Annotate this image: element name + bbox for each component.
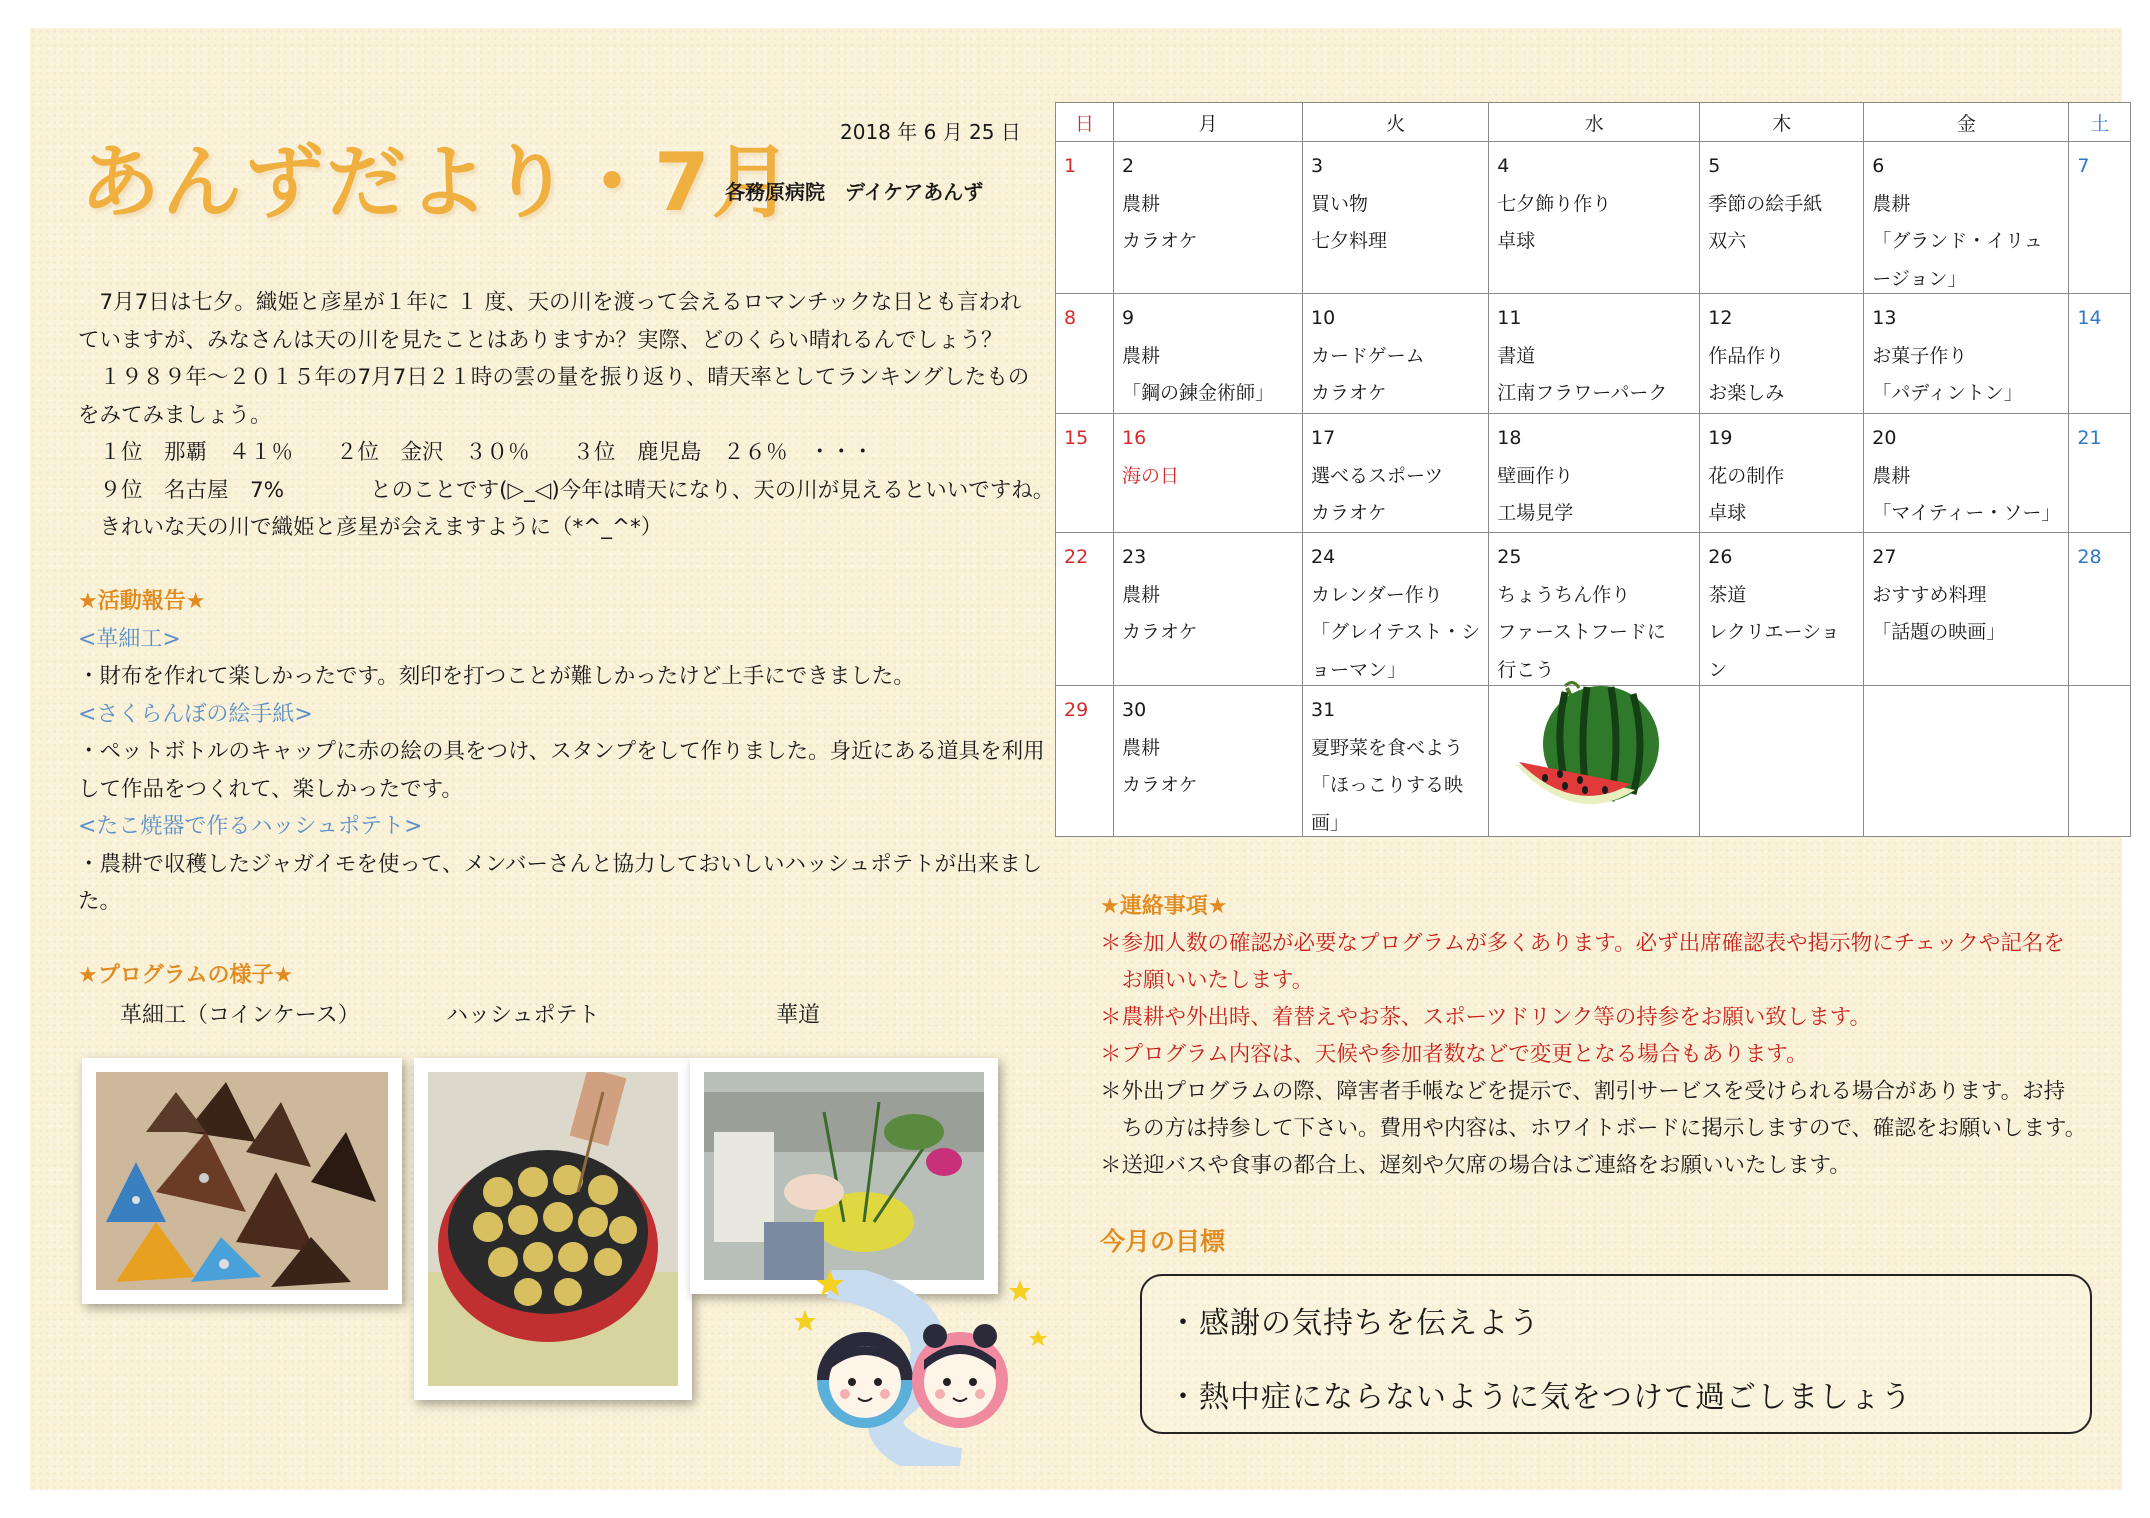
day-number: 2 bbox=[1122, 155, 1135, 177]
day-number: 31 bbox=[1311, 699, 1336, 721]
day-activity: 「ほっこりする映 bbox=[1311, 774, 1464, 796]
day-activity: 茶道 bbox=[1708, 583, 1747, 606]
weekday-wednesday: 水 bbox=[1489, 103, 1700, 142]
weekday-thursday: 木 bbox=[1700, 103, 1864, 142]
notice-lines bbox=[1100, 925, 2110, 1184]
calendar-day-cell bbox=[1700, 414, 1864, 533]
day-activity: 海の日 bbox=[1122, 464, 1180, 487]
day-activity: 壁画作り bbox=[1497, 464, 1574, 487]
calendar-day-cell bbox=[1056, 294, 1114, 414]
issue-date: 2018 年 6 月 25 日 bbox=[840, 120, 1021, 144]
day-activity: ファーストフードに bbox=[1497, 621, 1666, 643]
calendar-day-cell bbox=[1864, 294, 2069, 414]
weekday-saturday: 土 bbox=[2069, 103, 2131, 142]
day-number: 29 bbox=[1064, 699, 1089, 721]
notice-line: ＊送迎バスや食事の都合上、遅刻や欠席の場合はご連絡をお願いいたします。 bbox=[1100, 1153, 1851, 1178]
day-activity: 農耕 bbox=[1872, 192, 1911, 215]
day-activity: 七夕料理 bbox=[1311, 230, 1388, 252]
photo-hashbrown-takoyaki bbox=[414, 1058, 692, 1400]
calendar-day-cell bbox=[1700, 686, 1864, 837]
calendar-day-cell bbox=[1864, 686, 2069, 837]
day-activity: 工場見学 bbox=[1497, 502, 1574, 524]
day-activity: 農耕 bbox=[1122, 344, 1161, 367]
day-number: 8 bbox=[1064, 307, 1077, 329]
day-number: 20 bbox=[1872, 427, 1897, 449]
weekday-tuesday: 火 bbox=[1303, 103, 1489, 142]
calendar-day-cell bbox=[1489, 142, 1700, 294]
calendar-day-cell bbox=[1114, 294, 1303, 414]
day-activity: 「マイティー・ソー」 bbox=[1872, 502, 2061, 524]
report-line: ・農耕で収穫したジャガイモを使って、メンバーさんと協力しておいしいハッシュポテトが出来まし bbox=[78, 851, 1043, 877]
day-activity: カラオケ bbox=[1122, 230, 1198, 252]
program-heading: ★プログラムの様子★ bbox=[78, 963, 294, 988]
calendar-week-row bbox=[1056, 533, 2131, 686]
day-activity: 画」 bbox=[1311, 811, 1350, 834]
photo-caption-ikebana: 華道 bbox=[776, 1003, 821, 1028]
day-number: 4 bbox=[1497, 155, 1510, 177]
day-number: 28 bbox=[2077, 546, 2102, 568]
day-activity: ちょうちん作り bbox=[1497, 583, 1631, 606]
goal-item: ・熱中症にならないように気をつけて過ごしましょう bbox=[1168, 1380, 1912, 1415]
day-activity: 農耕 bbox=[1122, 736, 1161, 759]
intro-line: １位 那覇 ４１％ ２位 金沢 ３０％ ３位 鹿児島 ２６％ ・・・ bbox=[78, 440, 874, 465]
takoyaki-illustration bbox=[428, 1072, 678, 1386]
calendar-day-cell bbox=[1700, 533, 1864, 686]
day-activity: 選べるスポーツ bbox=[1311, 464, 1444, 487]
notice-line: ＊外出プログラムの際、障害者手帳などを提示で、割引サービスを受けられる場合があります。お持 bbox=[1100, 1079, 2066, 1104]
day-activity: 農耕 bbox=[1122, 192, 1161, 215]
notice-line: ちの方は持参して下さい。費用や内容は、ホワイトボードに掲示しますので、確認をお願いします。 bbox=[1100, 1116, 2087, 1141]
calendar-day-cell bbox=[1303, 686, 1489, 837]
intro-line: １９８９年～２０１５年の7月7日２１時の雲の量を振り返り、晴天率としてランキングしたもの bbox=[78, 365, 1030, 390]
day-activity: お菓子作り bbox=[1872, 344, 1968, 367]
day-number: 12 bbox=[1708, 307, 1733, 329]
day-activity: 「グランド・イリュ bbox=[1872, 230, 2043, 252]
calendar-day-cell bbox=[2069, 533, 2131, 686]
day-number: 30 bbox=[1122, 699, 1147, 721]
day-activity: 夏野菜を食べよう bbox=[1311, 736, 1464, 759]
day-number: 9 bbox=[1122, 307, 1135, 329]
day-activity: おすすめ料理 bbox=[1872, 583, 1987, 606]
day-activity: ン bbox=[1708, 658, 1728, 681]
day-activity: 季節の絵手紙 bbox=[1708, 192, 1823, 215]
goals-heading: 今月の目標 bbox=[1100, 1227, 1226, 1256]
day-activity: 書道 bbox=[1497, 344, 1536, 367]
day-activity: カラオケ bbox=[1311, 382, 1387, 404]
calendar-week-row bbox=[1056, 414, 2131, 533]
day-number: 23 bbox=[1122, 546, 1147, 568]
calendar-day-cell bbox=[1056, 533, 1114, 686]
day-number: 3 bbox=[1311, 155, 1324, 177]
calendar-day-cell bbox=[1056, 142, 1114, 294]
day-number: 15 bbox=[1064, 427, 1089, 449]
day-number: 6 bbox=[1872, 155, 1885, 177]
calendar-day-cell bbox=[2069, 686, 2131, 837]
tanabata-couple-illustration bbox=[790, 1270, 1050, 1466]
report-subheading: <革細工> bbox=[78, 626, 181, 652]
report-line: た。 bbox=[78, 889, 122, 914]
day-activity: お楽しみ bbox=[1708, 382, 1785, 404]
day-activity: 農耕 bbox=[1122, 583, 1161, 606]
photo-leather-coin-cases bbox=[82, 1058, 402, 1304]
report-subheading: <さくらんぼの絵手紙> bbox=[78, 701, 313, 727]
calendar-week-row bbox=[1056, 142, 2131, 294]
day-number: 10 bbox=[1311, 307, 1336, 329]
weekday-monday: 月 bbox=[1114, 103, 1303, 142]
calendar-day-cell bbox=[1056, 414, 1114, 533]
notices-heading: ★連絡事項★ bbox=[1100, 894, 1228, 919]
day-number: 25 bbox=[1497, 546, 1522, 568]
calendar-day-cell bbox=[1303, 414, 1489, 533]
calendar-day-cell bbox=[1489, 533, 1700, 686]
calendar-day-cell bbox=[1303, 142, 1489, 294]
calendar-day-cell bbox=[1114, 533, 1303, 686]
report-line: ・ペットボトルのキャップに赤の絵の具をつけ、スタンプをして作りました。身近にある道具を利用 bbox=[78, 739, 1045, 764]
weekday-friday: 金 bbox=[1864, 103, 2069, 142]
day-number: 5 bbox=[1708, 155, 1721, 177]
intro-line: 7月7日は七夕。織姫と彦星が１年に １ 度、天の川を渡って会えるロマンチックな日とも言われ bbox=[78, 290, 1022, 315]
day-number: 24 bbox=[1311, 546, 1336, 568]
notice-line: ＊農耕や外出時、着替えやお茶、スポーツドリンク等の持参をお願い致します。 bbox=[1100, 1005, 1871, 1030]
notice-line: ＊参加人数の確認が必要なプログラムが多くあります。必ず出席確認表や掲示物にチェックや記名を bbox=[1100, 931, 2065, 956]
calendar-day-cell bbox=[1056, 686, 1114, 837]
day-activity: カラオケ bbox=[1311, 502, 1387, 524]
day-activity: カレンダー作り bbox=[1311, 583, 1443, 606]
day-activity: 行こう bbox=[1497, 658, 1555, 681]
ikebana-illustration bbox=[704, 1072, 984, 1280]
newsletter-title: あんずだより・7月 bbox=[80, 136, 794, 229]
intro-line: きれいな天の川で織姫と彦星が会えますように（*^_^*） bbox=[78, 515, 663, 540]
day-activity: ージョン」 bbox=[1872, 267, 1967, 290]
goals-box bbox=[1140, 1274, 2092, 1434]
notices-section bbox=[1100, 888, 2110, 1184]
weekday-sunday: 日 bbox=[1056, 103, 1114, 142]
calendar-week-row bbox=[1056, 294, 2131, 414]
calendar-day-cell bbox=[1114, 686, 1303, 837]
photo-ikebana bbox=[690, 1058, 998, 1294]
calendar-day-cell bbox=[1114, 142, 1303, 294]
notice-line: ＊プログラム内容は、天候や参加者数などで変更となる場合もあります。 bbox=[1100, 1042, 1808, 1067]
goal-item: ・感謝の気持ちを伝えよう bbox=[1168, 1306, 1540, 1341]
intro-text bbox=[78, 284, 1058, 547]
intro-line: をみてみましょう。 bbox=[78, 402, 272, 428]
day-number: 1 bbox=[1064, 155, 1077, 177]
watermelon-illustration bbox=[1515, 678, 1675, 822]
intro-line: ９位 名古屋 7% とのことです(▷_◁)今年は晴天になり、天の川が見えるといいですね。 bbox=[78, 477, 1055, 503]
activity-report-heading: ★活動報告★ bbox=[78, 589, 206, 614]
day-activity: 「鋼の錬金術師」 bbox=[1122, 382, 1275, 404]
day-activity: カードゲーム bbox=[1311, 344, 1425, 367]
day-activity: 「パディントン」 bbox=[1872, 382, 2023, 404]
day-activity: 卓球 bbox=[1708, 502, 1747, 524]
report-line: ・財布を作れて楽しかったです。刻印を打つことが難しかったけど上手にできました。 bbox=[78, 664, 915, 689]
day-number: 13 bbox=[1872, 307, 1897, 329]
calendar-day-cell bbox=[1489, 414, 1700, 533]
coin-case-illustration bbox=[96, 1072, 388, 1290]
notice-line: お願いいたします。 bbox=[1100, 968, 1314, 993]
day-activity: 花の制作 bbox=[1708, 464, 1785, 487]
photo-caption-hashbrown: ハッシュポテト bbox=[446, 1003, 600, 1028]
day-number: 14 bbox=[2077, 307, 2102, 329]
day-activity: 買い物 bbox=[1311, 192, 1369, 215]
calendar-day-cell bbox=[1303, 533, 1489, 686]
day-activity: レクリエーショ bbox=[1708, 621, 1840, 643]
calendar-day-cell bbox=[1700, 294, 1864, 414]
day-number: 26 bbox=[1708, 546, 1733, 568]
day-number: 17 bbox=[1311, 427, 1336, 449]
activity-report bbox=[78, 583, 1068, 921]
day-number: 22 bbox=[1064, 546, 1089, 568]
calendar-day-cell bbox=[2069, 142, 2131, 294]
day-number: 18 bbox=[1497, 427, 1522, 449]
day-activity: 「グレイテスト・シ bbox=[1311, 621, 1481, 643]
day-activity: 江南フラワーパーク bbox=[1497, 382, 1668, 404]
calendar-weekday-row bbox=[1056, 103, 2131, 142]
day-activity: 七夕飾り作り bbox=[1497, 192, 1612, 215]
day-activity: カラオケ bbox=[1122, 774, 1198, 796]
report-subheading: <たこ焼器で作るハッシュポテト> bbox=[78, 814, 423, 839]
calendar-day-cell bbox=[2069, 294, 2131, 414]
day-activity: 農耕 bbox=[1872, 464, 1911, 487]
day-number: 19 bbox=[1708, 427, 1733, 449]
report-line: して作品をつくれて、楽しかったです。 bbox=[78, 776, 463, 802]
day-number: 16 bbox=[1122, 427, 1147, 449]
day-activity: カラオケ bbox=[1122, 621, 1198, 643]
calendar-day-cell bbox=[1114, 414, 1303, 533]
calendar-day-cell bbox=[1700, 142, 1864, 294]
calendar-day-cell bbox=[1864, 533, 2069, 686]
day-number: 21 bbox=[2077, 427, 2102, 449]
day-activity: 作品作り bbox=[1708, 344, 1785, 367]
day-activity: 双六 bbox=[1708, 230, 1747, 252]
photo-caption-leather: 革細工（コインケース） bbox=[120, 1003, 360, 1028]
calendar-day-cell bbox=[1864, 414, 2069, 533]
organization-name: 各務原病院 デイケアあんず bbox=[725, 180, 984, 204]
day-activity: ョーマン」 bbox=[1311, 658, 1407, 681]
day-number: 27 bbox=[1872, 546, 1897, 568]
day-activity: 「話題の映画」 bbox=[1872, 621, 2006, 643]
calendar-day-cell bbox=[1864, 142, 2069, 294]
day-activity: 卓球 bbox=[1497, 230, 1536, 252]
calendar-day-cell bbox=[2069, 414, 2131, 533]
intro-line: ていますが、みなさんは天の川を見たことはありますか？実際、どのくらい晴れるんでしょう？ bbox=[78, 327, 1003, 353]
day-number: 11 bbox=[1497, 307, 1522, 329]
calendar-day-cell bbox=[1489, 294, 1700, 414]
day-number: 7 bbox=[2077, 155, 2090, 177]
calendar-day-cell bbox=[1303, 294, 1489, 414]
